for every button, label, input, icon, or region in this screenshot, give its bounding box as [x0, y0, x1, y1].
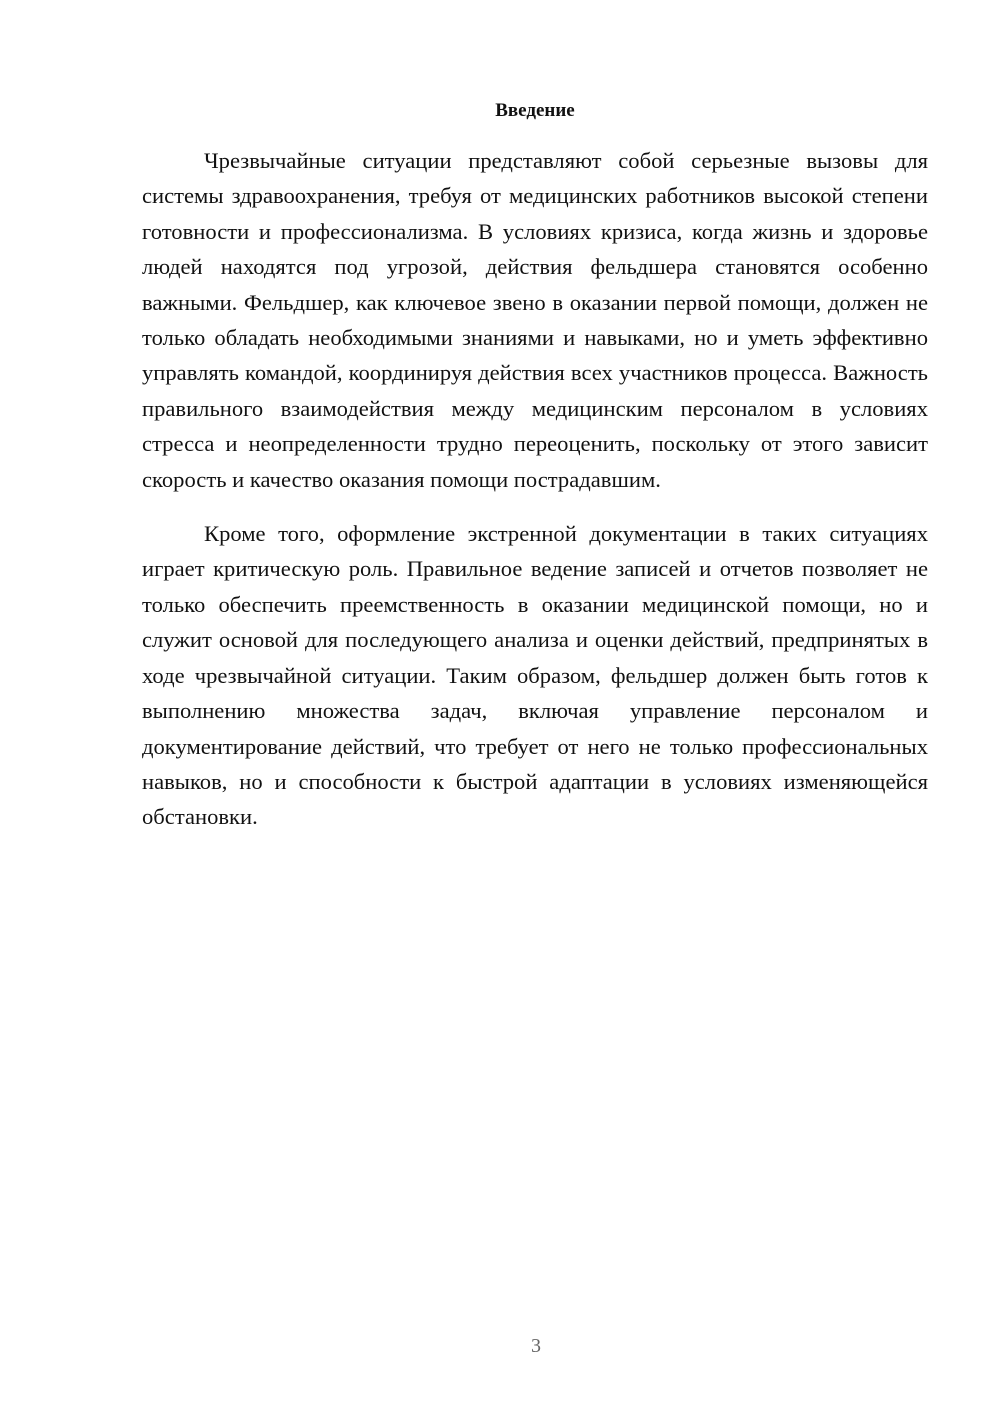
page-number: 3 [531, 1335, 541, 1357]
section-title: Введение [495, 100, 575, 121]
paragraph-2: Кроме того, оформление экстренной документации в таких ситуациях играет критическую роль. Правильное ведение записей и отчетов позволяет не только обеспечить преемственность в оказании медицинской помощи, но и служит основой для последующего анализа и оценки действий, предпринятых в ходе чрезвычайной ситуации. Таким образом, фельдшер должен быть готов к выполнению множества задач, включая управление персоналом и документирование действий, что требует от него не только профессиональных навыков, но и способности к быстрой адаптации в условиях изменяющейся обстановки. [142, 521, 928, 830]
section-body [142, 143, 928, 835]
paragraph-1: Чрезвычайные ситуации представляют собой серьезные вызовы для системы здравоохранения, требуя от медицинских работников высокой степени готовности и профессионализма. В условиях кризиса, когда жизнь и здоровье людей находятся под угрозой, действия фельдшера становятся особенно важными. Фельдшер, как ключевое звено в оказании первой помощи, должен не только обладать необходимыми знаниями и навыками, но и уметь эффективно управлять командой, координируя действия всех участников процесса. Важность правильного взаимодействия между медицинским персоналом в условиях стресса и неопределенности трудно переоценить, поскольку от этого зависит скорость и качество оказания помощи пострадавшим. [142, 148, 928, 492]
